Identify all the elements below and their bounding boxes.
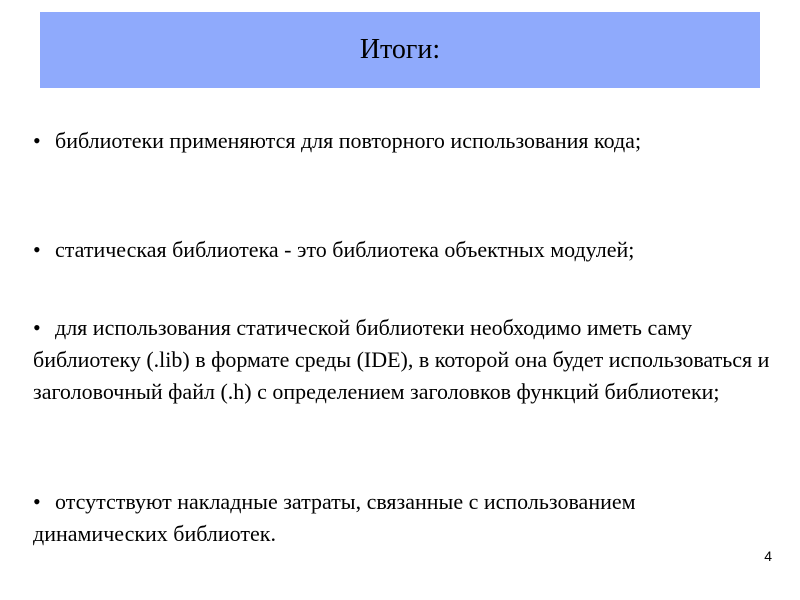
page-number: 4 [764, 548, 772, 564]
bullet-text: отсутствуют накладные затраты, связанные с использованием динамических библиотек. [33, 489, 636, 546]
bullet-text: для использования статической библиотеки необходимо иметь саму библиотеку (.lib) в формате среды (IDE), в которой она будет использоваться и заголовочный файл (.h) с определением заголовков функций библиотеки; [33, 315, 770, 404]
title-bar [40, 12, 760, 88]
bullet-item [33, 234, 773, 266]
bullet-item [33, 125, 773, 157]
bullet-marker: • [33, 237, 41, 262]
bullet-marker: • [33, 489, 41, 514]
bullet-text: статическая библиотека - это библиотека объектных модулей; [55, 237, 635, 262]
bullet-item [33, 486, 773, 550]
bullet-text: библиотеки применяются для повторного использования кода; [55, 128, 642, 153]
slide-title: Итоги: [359, 34, 441, 65]
bullet-marker: • [33, 315, 41, 340]
bullet-marker: • [33, 128, 41, 153]
bullet-item [33, 312, 773, 408]
